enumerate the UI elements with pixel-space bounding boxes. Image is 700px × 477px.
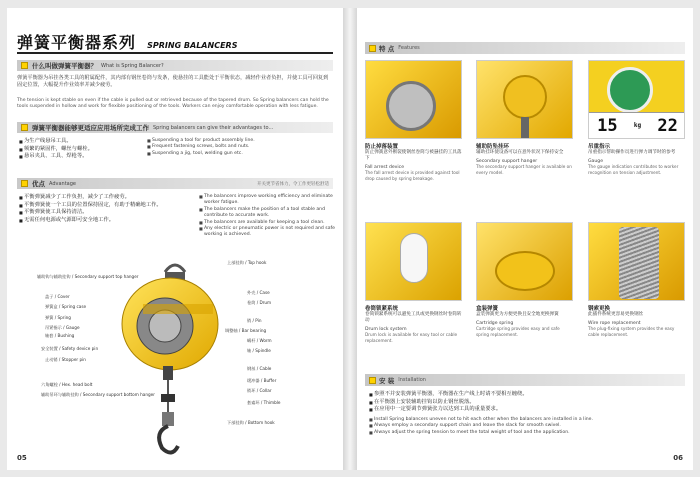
part-label: 卷筒 / Drum [247,300,272,305]
part-label: 套索环 / Thimble [247,400,281,405]
list-item: ■ Suspending a tool for product assembly line. [147,138,337,144]
part-label: 盖子 / Cover [45,294,70,299]
title-chinese: 弹簧平衡器系列 [17,33,137,52]
title-english: SPRING BALANCERS [147,41,238,50]
list-item: ■ 为生产线悬吊工具。 [19,138,144,146]
list-item: ■ 频繁的紧固件，螺丝与螺栓。 [19,146,144,154]
list-item: ■ 在应用中一定要调节弹簧张力以达到工具的重量要求。 [369,406,681,414]
gauge-unit: kg [633,122,642,129]
section-marker-icon [21,124,28,131]
feature-card: 卷筒锁紧系统 卷筒锁紧系统可以避免工具或更换钢丝时卷筒转动 Drum lock system Drum lock is available for easy tool or cable replacement. [365,222,462,343]
part-label: 锁环 / Collar [247,388,272,393]
list-item: ■ The balancers improve working efficiency and eliminate worker fatigue. [199,194,337,207]
part-label: 辅助钩与辅助挂钩 / Secondary support top hanger [37,274,139,279]
section-features: 特 点 Features [365,42,685,54]
feature-photo [476,222,573,301]
installation-chinese [369,391,681,414]
part-label: 轴 / Spindle [247,348,271,353]
installation-english [369,417,681,436]
section-applications: 弹簧平衡器能够更适应应用场所完成工作 Spring balancers can give their advantages to... [17,122,333,133]
section-marker-icon [21,180,28,187]
part-label: 缓冲器 / Buffer [247,378,277,383]
feature-card: 钢索更换 此插件系统更容易更换钢丝 Wire rope replacement The plug-fixing system provides the easy cable replacement. [588,222,685,337]
list-item: ■ Always adjust the spring tension to meet the total weight of tool and the application. [369,430,681,436]
feature-card: 盒装弹簧 盒装弹簧更为方便更换且安全地更换弹簧 Cartridge spring Cartridge spring provides easy and safe spring replacement. [476,222,573,337]
part-label: 调整轴 / Bar bearing [225,328,267,333]
right-page [357,8,693,470]
list-item: ■ 平衡弹簧减少了工作负担，减少了工作疲劳。 [19,194,194,202]
list-item: ■ Suspending a jig, tool, welding gun etc. [147,151,337,157]
part-label: 下部挂钩 / Bottom hook [227,420,275,425]
part-label: 外壳 / Case [247,290,270,295]
intro-chinese: 弹簧平衡器为吊挂各类工具的附属配件，其内部有钢丝卷筒与发条，使悬挂的工具能处于平衡状态，减轻作业者负担，并使工具可回复到固定位置，大幅提升作业效率并减少疲劳。 [17,75,329,88]
list-item: ■ 无需任何电源或气源即可安全地工作。 [19,217,194,225]
part-label: 销 / Pin [247,318,262,323]
applications-chinese [19,138,144,161]
left-page [7,8,343,470]
section-installation: 安 装 Installation [365,374,685,386]
page-title [17,30,237,50]
part-label: 轴套 / Bushing [45,333,75,338]
list-item: ■ 参照不并安装弹簧平衡器，平衡器在生产线上时请不要相互缠绕。 [369,391,681,399]
feature-card: 15 kg 22 吊重指示 吊重指示帮助操作员进行弹力调节时的参考 Gauge The gauge indication contributes to worker recognition on tension adjustment. [588,60,685,175]
part-label: 止动销 / Stopper pin [45,357,86,362]
part-label: 上部挂钩 / Top hook [227,260,267,265]
part-label: 蜗杆 / Worm [247,338,272,343]
list-item: ■ 在平衡器上安装辅助挂钩以防止钢丝脱落。 [369,399,681,407]
feature-photo [476,60,573,139]
part-label: 弹簧 / Spring [45,315,71,320]
part-label: 弹簧盒 / Spring case [45,304,87,309]
part-label: 钢丝 / Cable [247,366,272,371]
exploded-diagram [15,254,335,462]
list-item: ■ The balancers make the position of a tool stable and contribute to accurate work. [199,207,337,220]
gauge-low-value: 15 [597,115,618,136]
part-label: 安全装置 / Safety device pin [41,346,99,351]
section-marker-icon [369,45,376,52]
page-number: 05 [17,454,27,462]
advantages-chinese [19,194,194,224]
gauge-high-value: 22 [657,115,678,136]
part-label: 吊紧指示 / Gauge [45,325,80,330]
advantages-english [199,194,337,239]
section-advantage: 优点 Advantage 开关更节省体力，令工作更轻松舒适 [17,178,333,189]
list-item: ■ The balancers are available for keeping a tool clean. [199,220,337,226]
part-label: 六角螺栓 / Hex. head bolt [41,382,93,387]
list-item: ■ Always employ a secondary support chain and leave the slack for smooth swivel. [369,423,681,429]
section-marker-icon [369,377,376,384]
intro-english: The tension is kept stable on even if the cable is pulled out or retrieved because of the tapered drum. So Spring balancers can hold the tools suspended in hollow and work for flexible positioning of the tools. Workers can enjoy comfortable operation with less fatigue. [17,98,329,109]
list-item: ■ 悬吊夹具、工具、焊枪等。 [19,153,144,161]
feature-photo [365,60,462,139]
part-label: 辅助吊环与辅助挂钩 / Secondary support bottom hanger [41,392,155,397]
feature-card: 辅助防坠挂环 辅助挂环使设备可以在意外状况下保持安全 Secondary support hanger The secondary support hanger is available on every model. [476,60,573,175]
applications-english [147,138,337,157]
list-item: ■ 平衡弹簧使一个工具的位置保持固定，有助于精确地工作。 [19,202,194,210]
feature-card: 防止掉落装置 防止弹簧意外断裂使钢丝卷筒与被悬挂的工具落下 Fall arrest device The fall arrest device is provided against tool drop caused by spring breakage. [365,60,462,181]
book-spine [343,8,357,470]
section-what-is: 什么叫做弹簧平衡器？ What is Spring Balancer? [17,60,333,71]
list-item: ■ Any electric or pneumatic power is not required and safe working is achieved. [199,226,337,239]
list-item: ■ Frequent fastening screws, bolts and nuts. [147,144,337,150]
feature-photo [365,222,462,301]
gauge-photo [588,60,685,139]
list-item: ■ Install Spring balancers uneven not to hit each other when the balancers are installed in a line. [369,417,681,423]
section-marker-icon [21,62,28,69]
title-divider [17,52,333,54]
page-number: 06 [673,454,683,462]
list-item: ■ 平衡弹簧使工具保持清洁。 [19,209,194,217]
feature-photo [588,222,685,301]
